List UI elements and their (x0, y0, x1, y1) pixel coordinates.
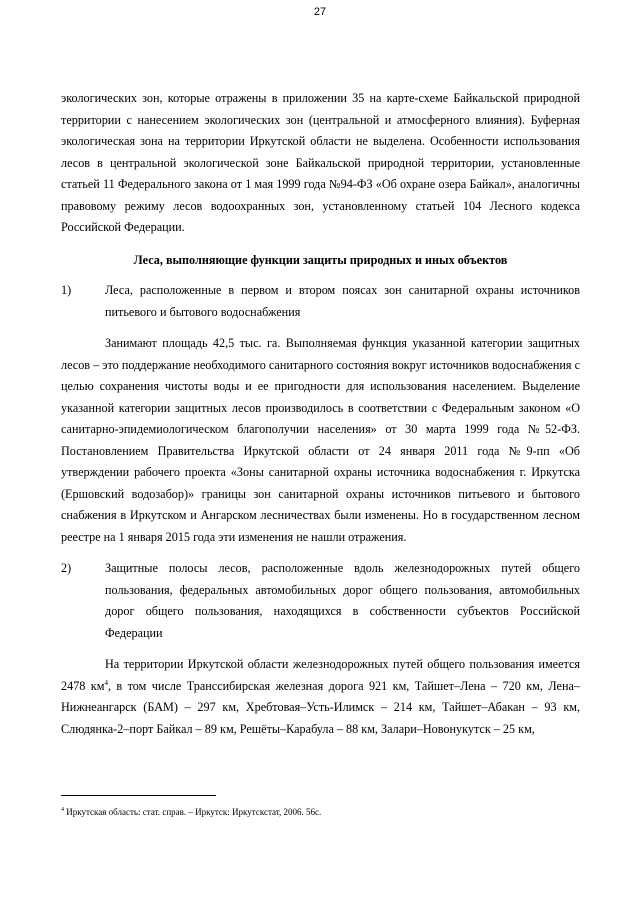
footnote-text: Иркутская область: стат. справ. – Иркутск: Иркутскстат, 2006. 56с. (64, 807, 322, 817)
paragraph-railways (61, 654, 580, 740)
section-heading: Леса, выполняющие функции защиты природных и иных объектов (133, 252, 508, 267)
railways-text-end: , в том числе Транссибирская железная дорога 921 км, Тайшет–Лена – 720 км, Лена–Нижнеангарск (БАМ) – 297 км, Хребтовая–Усть-Илимск – 214 км, Тайшет–Абакан – 93 км, Слюдянка-2–порт Байкал – 89 км, Решёты–Карабула – 88 км, Залари–Новонукутск – 25 км, (61, 678, 580, 736)
footnote-reference[interactable]: 4 (104, 678, 108, 687)
footnote (61, 806, 580, 818)
paragraph-eco-zones: экологических зон, которые отражены в приложении 35 на карте-схеме Байкальской природной территории с нанесением экологических зон (центральной и атмосферного влияния). Буферная экологическая зона на территории Иркутской области не выделена. Особенности использования лесов в центральной экологической зоне Байкальской природной территории, установленные статьей 11 Федерального закона от 1 мая 1999 года №94-ФЗ «Об охране озера Байкал», аналогичны правовому режиму лесов водоохранных зон, установленному статьей 104 Лесного кодекса Российской Федерации. (61, 91, 580, 234)
list-item-1-title: Леса, расположенные в первом и втором поясах зон санитарной охраны источников питьевого и бытового водоснабжения (105, 283, 580, 319)
page-number: 27 (313, 6, 327, 18)
list-item-2-title: Защитные полосы лесов, расположенные вдоль железнодорожных путей общего пользования, федеральных автомобильных дорог общего пользования, автомобильных дорог общего пользования, находящихся в собственности субъектов Российской Федерации (105, 561, 580, 640)
footnote-separator (61, 795, 216, 796)
list-item-1-number: 1) (61, 283, 72, 297)
list-item-1 (61, 280, 580, 323)
paragraph-sanitary-zones: Занимают площадь 42,5 тыс. га. Выполняемая функция указанной категории защитных лесов – это поддержание необходимого санитарного состояния вокруг источников водоснабжения с целью сохранения чистоты воды и ее пригодности для использования населением. Выделение указанной категории защитных лесов производилось в соответствии с Федеральным законом «О санитарно-эпидемиологическом благополучии населения» от 30 марта 1999 года №52-ФЗ. Постановлением Правительства Иркутской области от 24 января 2011 года №9-пп «Об утверждении рабочего проекта «Зоны санитарной охраны источника водоснабжения г. Иркутска (Ершовский водозабор)» границы зон санитарной охраны источников питьевого и бытового снабжения в Иркутском и Ангарском лесничествах были изменены. Но в государственном лесном реестре на 1 января 2015 года эти изменения не нашли отражения. (61, 336, 580, 544)
document-body (61, 88, 580, 740)
list-item-2-number: 2) (61, 561, 72, 575)
railways-text-start: На территории Иркутской области железнодорожных путей общего пользования имеется 2478 км (61, 657, 580, 693)
list-item-2 (61, 558, 580, 644)
footnote-mark: 4 (61, 807, 64, 813)
